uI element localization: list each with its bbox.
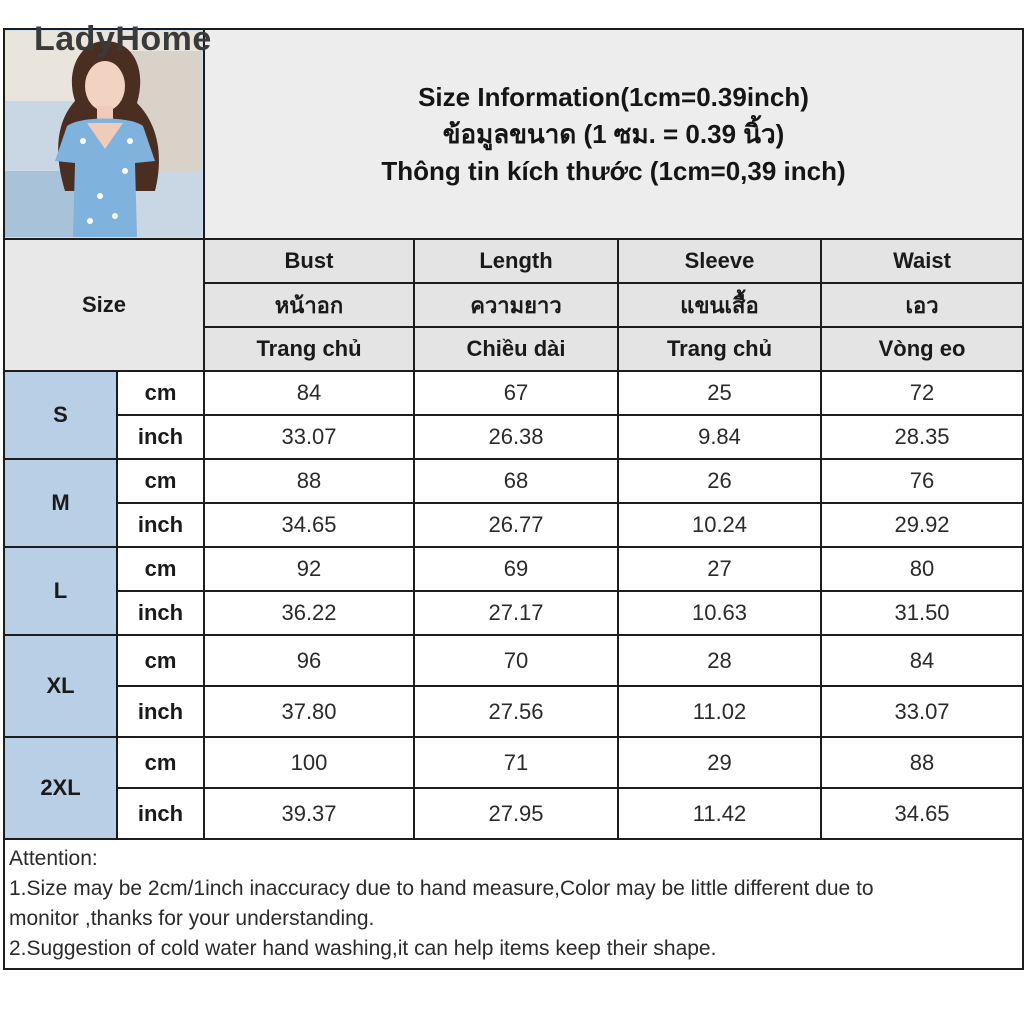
value-cell: 29: [618, 737, 821, 788]
value-cell: 100: [204, 737, 414, 788]
value-cell: 39.37: [204, 788, 414, 839]
value-cell: 67: [414, 371, 618, 415]
value-cell: 31.50: [821, 591, 1023, 635]
table-row: [4, 635, 1023, 686]
value-cell: 27.17: [414, 591, 618, 635]
note-heading: Attention:: [9, 847, 98, 870]
info-row: [4, 29, 1023, 239]
unit-inch: inch: [117, 591, 204, 635]
value-cell: 10.24: [618, 503, 821, 547]
table-row: [4, 503, 1023, 547]
value-cell: 26: [618, 459, 821, 503]
table-row: [4, 415, 1023, 459]
unit-cm: cm: [117, 459, 204, 503]
value-cell: 68: [414, 459, 618, 503]
info-line-english: Size Information(1cm=0.39inch): [418, 81, 809, 112]
value-cell: 70: [414, 635, 618, 686]
size-header: Size: [4, 239, 204, 371]
value-cell: 33.07: [821, 686, 1023, 737]
table-row: [4, 737, 1023, 788]
notes-row: [4, 839, 1023, 969]
value-cell: 34.65: [204, 503, 414, 547]
product-photo-icon: [5, 31, 202, 237]
col-header-waist: Waist: [821, 239, 1023, 283]
value-cell: 34.65: [821, 788, 1023, 839]
info-line-vietnamese: Thông tin kích thước (1cm=0,39 inch): [381, 155, 846, 186]
value-cell: 10.63: [618, 591, 821, 635]
size-information-heading: [204, 29, 1023, 239]
unit-inch: inch: [117, 503, 204, 547]
value-cell: 26.77: [414, 503, 618, 547]
value-cell: 88: [821, 737, 1023, 788]
table-row: [4, 547, 1023, 591]
value-cell: 27.95: [414, 788, 618, 839]
col-header-waist-thai: เอว: [821, 283, 1023, 327]
value-cell: 28: [618, 635, 821, 686]
table-row: [4, 788, 1023, 839]
value-cell: 71: [414, 737, 618, 788]
brand-logo: LadyHome: [34, 20, 212, 58]
value-cell: 26.38: [414, 415, 618, 459]
table-row: [4, 686, 1023, 737]
col-header-waist-vi: Vòng eo: [821, 327, 1023, 371]
unit-cm: cm: [117, 635, 204, 686]
unit-cm: cm: [117, 547, 204, 591]
value-cell: 11.42: [618, 788, 821, 839]
note-line: monitor ,thanks for your understanding.: [9, 907, 375, 930]
size-label-2xl: 2XL: [4, 737, 117, 839]
value-cell: 9.84: [618, 415, 821, 459]
value-cell: 84: [204, 371, 414, 415]
col-header-length-vi: Chiều dài: [414, 327, 618, 371]
size-label-s: S: [4, 371, 117, 459]
col-header-bust: Bust: [204, 239, 414, 283]
table-row: [4, 371, 1023, 415]
col-header-sleeve-vi: Trang chủ: [618, 327, 821, 371]
value-cell: 96: [204, 635, 414, 686]
note-line: 1.Size may be 2cm/1inch inaccuracy due to hand measure,Color may be little different due to: [9, 877, 874, 900]
value-cell: 72: [821, 371, 1023, 415]
unit-inch: inch: [117, 415, 204, 459]
col-header-length-thai: ความยาว: [414, 283, 618, 327]
attention-notes: [4, 839, 1023, 969]
value-cell: 25: [618, 371, 821, 415]
col-header-sleeve: Sleeve: [618, 239, 821, 283]
col-header-bust-thai: หน้าอก: [204, 283, 414, 327]
size-table: [3, 28, 1024, 970]
table-row: [4, 459, 1023, 503]
value-cell: 80: [821, 547, 1023, 591]
size-label-l: L: [4, 547, 117, 635]
value-cell: 69: [414, 547, 618, 591]
col-header-length: Length: [414, 239, 618, 283]
size-label-m: M: [4, 459, 117, 547]
value-cell: 76: [821, 459, 1023, 503]
value-cell: 92: [204, 547, 414, 591]
size-label-xl: XL: [4, 635, 117, 737]
size-chart-sheet: [3, 28, 1022, 988]
value-cell: 11.02: [618, 686, 821, 737]
value-cell: 84: [821, 635, 1023, 686]
value-cell: 36.22: [204, 591, 414, 635]
value-cell: 27.56: [414, 686, 618, 737]
value-cell: 29.92: [821, 503, 1023, 547]
unit-inch: inch: [117, 686, 204, 737]
unit-cm: cm: [117, 371, 204, 415]
header-row-english: [4, 239, 1023, 283]
value-cell: 33.07: [204, 415, 414, 459]
note-line: 2.Suggestion of cold water hand washing,it can help items keep their shape.: [9, 937, 717, 960]
unit-inch: inch: [117, 788, 204, 839]
col-header-bust-vi: Trang chủ: [204, 327, 414, 371]
info-line-thai: ข้อมูลขนาด (1 ซม. = 0.39 นิ้ว): [442, 118, 785, 149]
value-cell: 27: [618, 547, 821, 591]
col-header-sleeve-thai: แขนเสื้อ: [618, 283, 821, 327]
unit-cm: cm: [117, 737, 204, 788]
value-cell: 28.35: [821, 415, 1023, 459]
table-row: [4, 591, 1023, 635]
product-photo: [4, 29, 204, 239]
value-cell: 37.80: [204, 686, 414, 737]
value-cell: 88: [204, 459, 414, 503]
